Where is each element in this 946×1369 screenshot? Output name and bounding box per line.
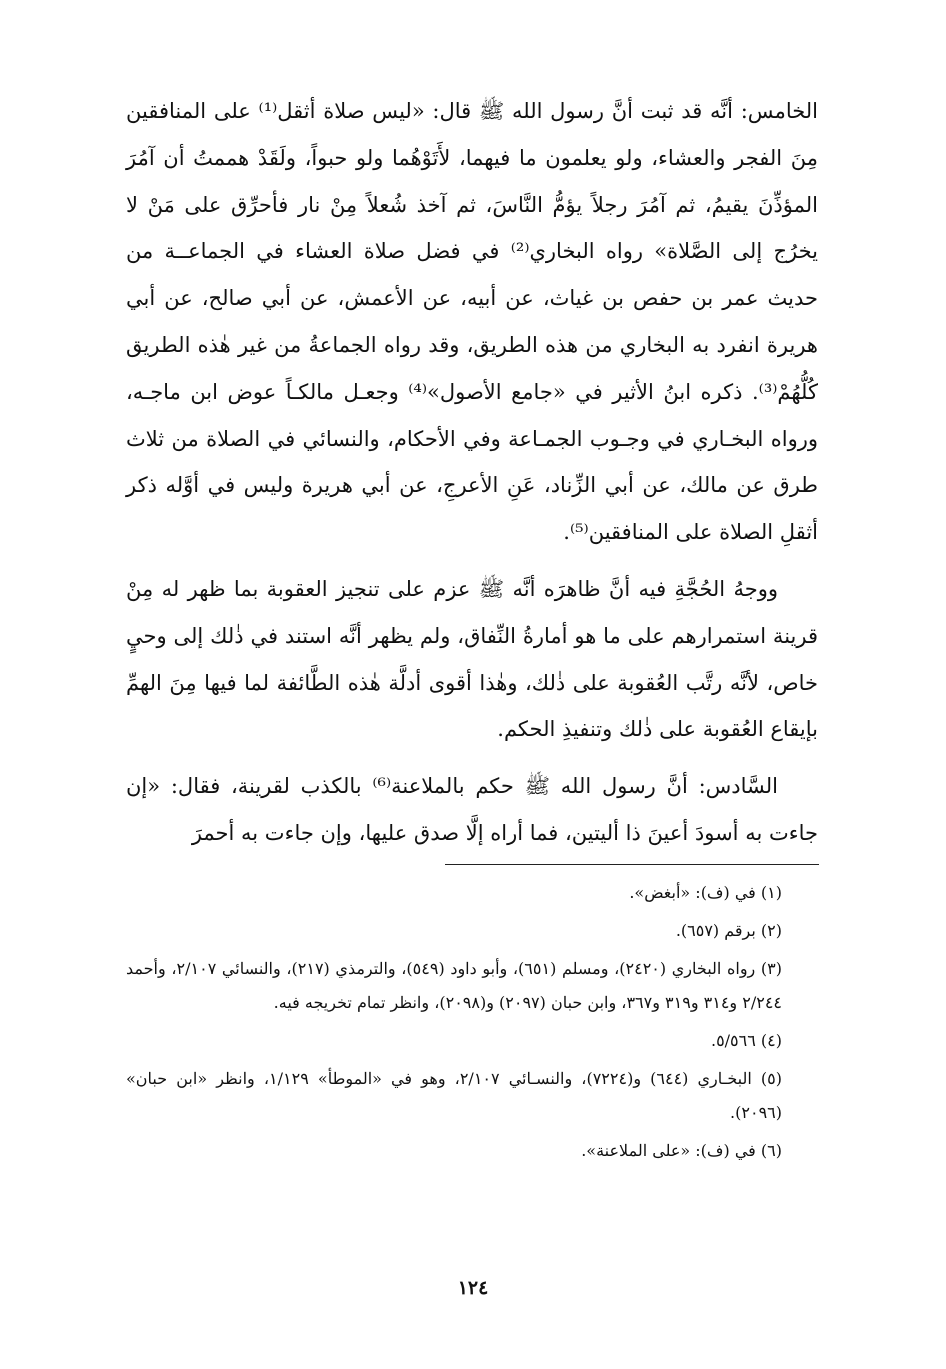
paragraph-wajh-alhujja: ووجهُ الحُجَّةِ فيه أنَّ ظاهرَه أنَّه ﷺ عزم على تنجيز العقوبة بما ظهر له مِنْ قرينة استمرارهم على ما هو أمارةُ النِّفاق، ولم يظهر أنَّه استند في ذٰلك إلى وحيٍ خاص، لأنَّه رتَّب العُقوبة على ذٰلك، وهٰذا أقوى أدلَّة هٰذه الطَّائفة لما فيها مِنَ الهمِّ بإيقاع العُقوبة على ذٰلك وتنفيذِ الحكم. xyxy=(126,576,818,742)
footnote-3: (٣) رواه البخاري (٢٤٢٠)، ومسلم (٦٥١)، وأبو داود (٥٤٩)، والترمذي (٢١٧)، والنسائي ٢/١٠٧، وأحمد ٢/٢٤٤ و٣١٤ و٣١٩ و٣٦٧، وابن حبان (٢٠٩٧) و(٢٠٩٨)، وانظر تمام تخريجه فيه. xyxy=(126,959,782,1012)
footnote-1: (١) في (ف): «أبغض». xyxy=(629,883,782,902)
footnote-4: (٤) ٥/٥٦٦. xyxy=(710,1031,782,1050)
footnote-separator xyxy=(445,864,819,865)
main-text xyxy=(126,88,818,867)
footnotes xyxy=(126,876,818,1172)
paragraph-khamis: الخامس: أنَّه قد ثبت أنَّ رسول الله ﷺ قال: «ليس صلاة أثقل⁽¹⁾ على المنافقين مِنَ الفجر والعشاء، ولو يعلمون ما فيهما، لأَتَوْهُما ولو حبواً، ولَقَدْ هممتُ أن آمُرَ المؤذِّنَ يقيمُ، ثم آمُرَ رجلاً يؤمُّ النَّاسَ، ثم آخذ شُعلاً مِنْ نار فأحرِّق على مَنْ لا يخرُج إلى الصَّلاة» رواه البخاري⁽²⁾ في فضل صلاة العشاء في الجماعــة من حديث عمر بن حفص بن غياث، عن أبيه، عن الأعمش، عن أبي صالح، عن أبي هريرة انفرد به البخاري من هذه الطريق، وقد رواه الجماعةُ من غير هٰذه الطريق كُلُّهُمْ⁽³⁾. ذكره ابنُ الأثير في «جامع الأصول»⁽⁴⁾ وجعـل مالكـاً عوض ابن ماجـه، ورواه البخـاري في وجـوب الجمـاعة وفي الأحكام، والنسائي في الصلاة من ثلاث طرق عن مالك، عن أبي الزِّناد، عَنِ الأعرجِ، عن أبي هريرة وليس في أوَّله ذكر أثقلِ الصلاة على المنافقين⁽⁵⁾. xyxy=(126,99,818,545)
footnote-6: (٦) في (ف): «على الملاعنة». xyxy=(581,1141,782,1160)
footnote-2: (٢) برقم (٦٥٧). xyxy=(675,921,782,940)
page-number: ١٢٤ xyxy=(457,1277,489,1299)
paragraph-sadis: السَّادس: أنَّ رسول الله ﷺ حكم بالملاعنة⁽⁶⁾ بالكذب لقرينة، فقال: «إن جاءت به أسودَ أعينَ ذا أليتين، فما أراه إلَّا صدق عليها، وإن جاءت به أحمرَ xyxy=(126,774,818,845)
footnote-5: (٥) البخـاري (٦٤٤) و(٧٢٢٤)، والنسـائي ٢/١٠٧، وهو في «الموطأ» ١/١٢٩، وانظر «ابن حبان» (٢٠٩٦). xyxy=(126,1069,782,1122)
